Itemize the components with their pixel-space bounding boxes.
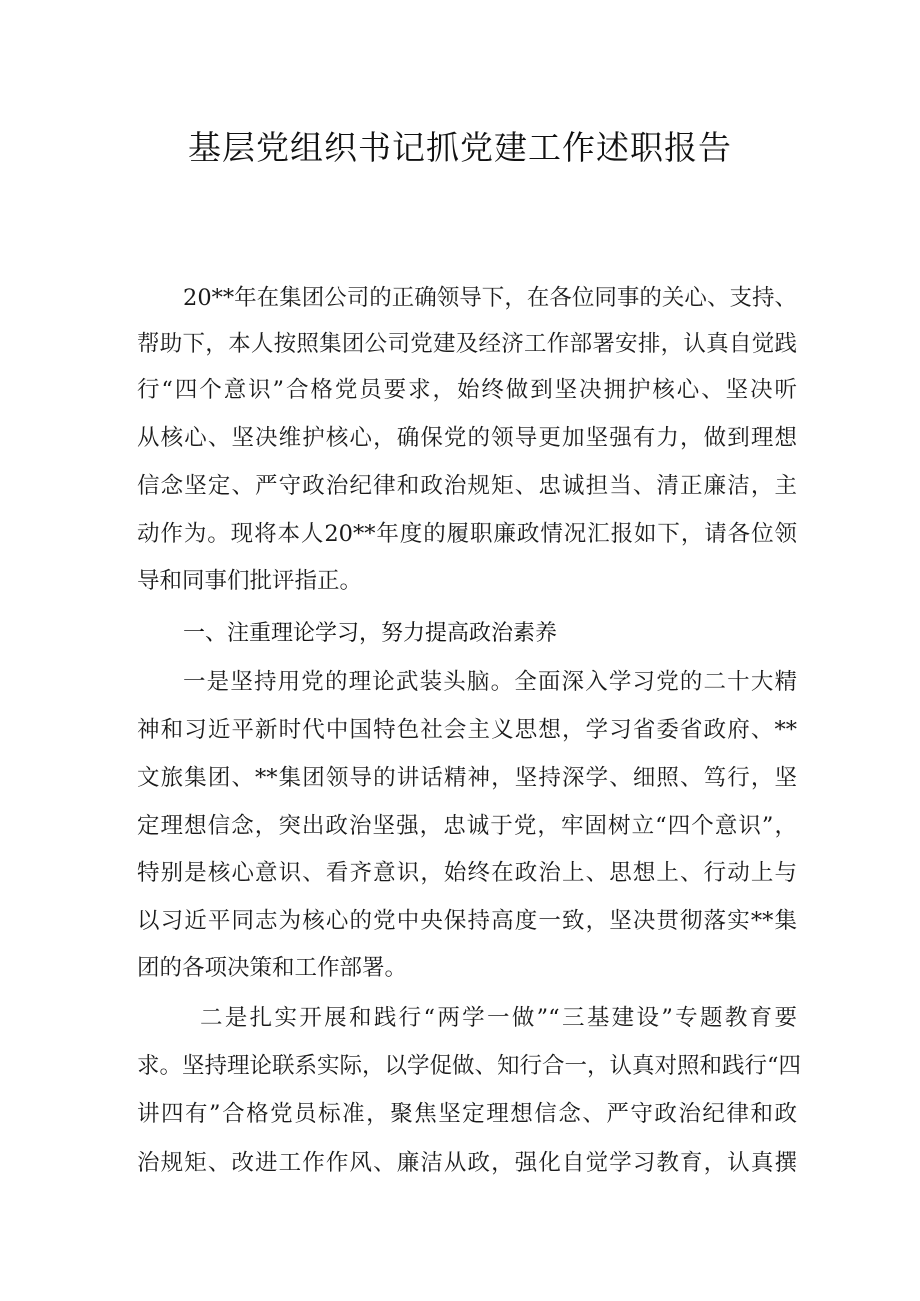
para1-line-7: 团的各项决策和工作部署。: [137, 955, 408, 981]
intro-line-4: 从核心、坚决维护核心，确保党的领导更加坚强有力，做到理想: [137, 425, 797, 451]
intro-line-2: 帮助下，本人按照集团公司党建及经济工作部署安排，认真自觉践: [137, 331, 797, 357]
intro-line-5: 信念坚定、严守政治纪律和政治规矩、忠诚担当、清正廉洁，主: [137, 473, 797, 499]
para2-line-3: 讲四有”合格党员标准，聚焦坚定理想信念、严守政治纪律和政: [137, 1101, 797, 1127]
para1-line-6: 以习近平同志为核心的党中央保持高度一致，坚决贯彻落实**集: [137, 908, 797, 934]
para2-line-2: 求。坚持理论联系实际，以学促做、知行合一，认真对照和践行“四: [137, 1053, 802, 1079]
intro-line-1: 20**年在集团公司的正确领导下，在各位同事的关心、支持、: [183, 285, 797, 311]
para1-line-3: 文旅集团、**集团领导的讲话精神，坚持深学、细照、笃行，坚: [137, 765, 797, 791]
section-heading-1: 一、注重理论学习，努力提高政治素养: [183, 621, 558, 646]
intro-line-3: 行“四个意识”合格党员要求，始终做到坚决拥护核心、坚决听: [137, 377, 797, 403]
para2-line-4: 治规矩、改进工作作风、廉洁从政，强化自觉学习教育，认真撰: [137, 1150, 797, 1176]
para1-line-5: 特别是核心意识、看齐意识，始终在政治上、思想上、行动上与: [137, 860, 797, 886]
para1-line-4: 定理想信念，突出政治坚强，忠诚于党，牢固树立“四个意识”，: [137, 813, 797, 839]
document-title: 基层党组织书记抓党建工作述职报告: [188, 128, 732, 167]
para1-line-2: 神和习近平新时代中国特色社会主义思想，学习省委省政府、**: [137, 717, 797, 743]
para2-line-1: 二是扎实开展和践行“两学一做”“三基建设”专题教育要: [200, 1005, 797, 1031]
intro-line-7: 导和同事们批评指正。: [137, 568, 363, 594]
intro-line-6: 动作为。现将本人20**年度的履职廉政情况汇报如下，请各位领: [137, 521, 797, 547]
para1-line-1: 一是坚持用党的理论武装头脑。全面深入学习党的二十大精: [183, 669, 797, 695]
